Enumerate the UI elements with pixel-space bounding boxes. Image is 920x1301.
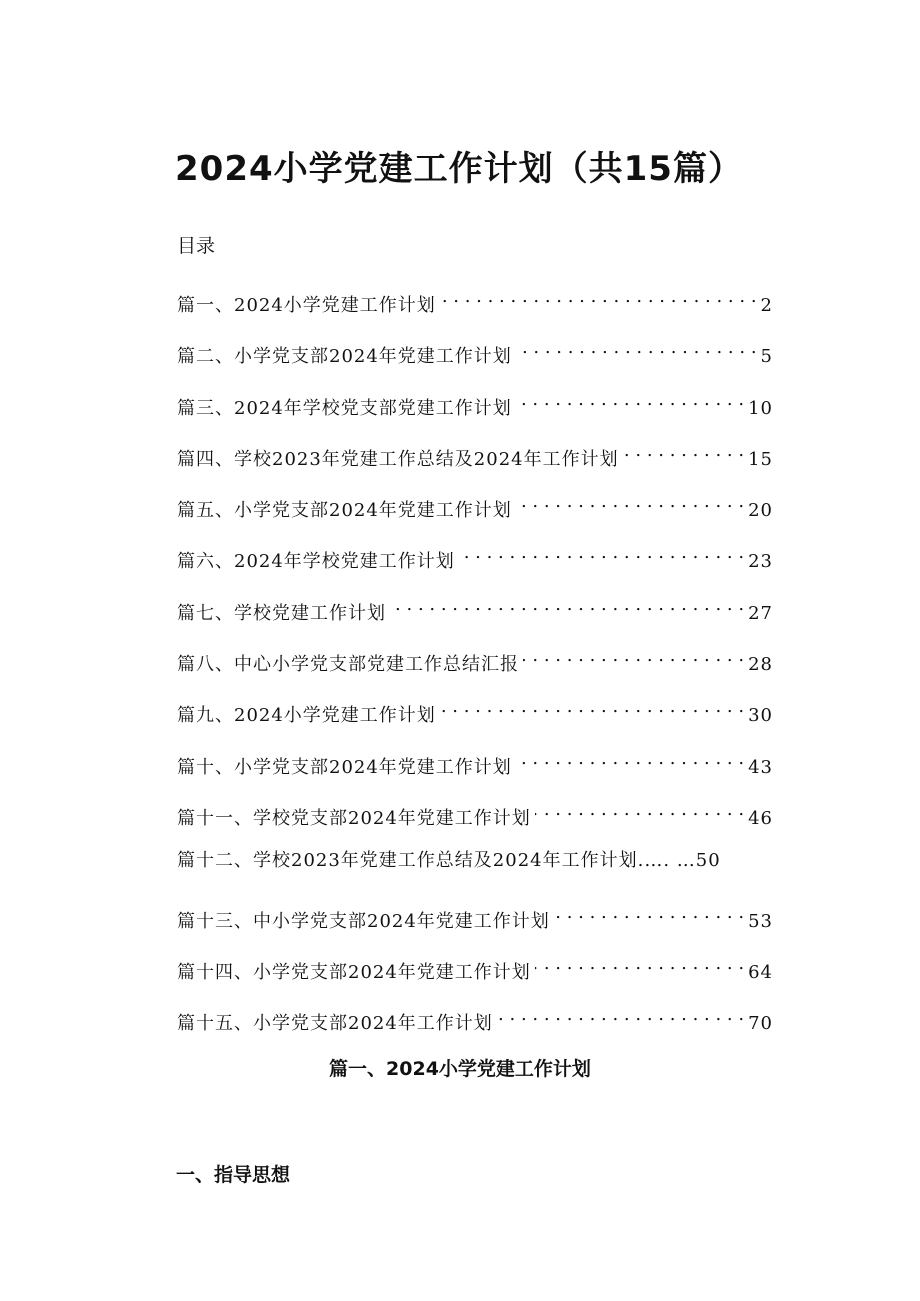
toc-entry-15[interactable] (177, 1001, 773, 1052)
toc-entry-label: 篇五、小学党支部2024年党建工作计划 (177, 500, 512, 522)
toc-entry-label: 篇九、2024小学党建工作计划 (177, 705, 436, 727)
toc-page-number: 23 (748, 551, 773, 573)
toc-entry-8[interactable] (177, 642, 773, 693)
toc-entry-label: 篇十一、学校党支部2024年党建工作计划 (177, 807, 531, 829)
toc-dot-leader (523, 642, 744, 670)
toc-entry-5[interactable] (177, 488, 773, 539)
toc-page-number: 53 (748, 910, 773, 932)
table-of-contents (177, 283, 773, 1052)
toc-dot-leader (440, 693, 744, 721)
document-title: 2024小学党建工作计划（共15篇） (175, 149, 743, 189)
toc-entry-6[interactable] (177, 539, 773, 590)
toc-entry-14[interactable] (177, 950, 773, 1001)
toc-entry-4[interactable] (177, 437, 773, 488)
toc-entry-2[interactable] (177, 334, 773, 385)
section-title: 篇一、2024小学党建工作计划 (329, 1058, 591, 1080)
toc-entry-7[interactable] (177, 591, 773, 642)
toc-entry-3[interactable] (177, 386, 773, 437)
toc-entry-10[interactable] (177, 745, 773, 796)
toc-entry-label: 篇三、2024年学校党支部党建工作计划 (177, 397, 512, 419)
toc-entry-label: 篇一、2024小学党建工作计划 (177, 295, 436, 316)
toc-dot-leader (516, 386, 744, 414)
toc-entry-label: 篇十、小学党支部2024年党建工作计划 (177, 756, 512, 778)
toc-dot-leader (535, 796, 744, 824)
toc-dot-leader (623, 437, 744, 465)
toc-entry-label: 篇七、学校党建工作计划 (177, 602, 386, 624)
toc-entry-label: 篇十二、学校2023年党建工作总结及2024年工作计划.…. …50 (177, 850, 721, 872)
toc-entry-13[interactable] (177, 899, 773, 950)
toc-page-number: 43 (748, 756, 773, 778)
toc-entry-9[interactable] (177, 693, 773, 744)
toc-dot-leader (497, 1001, 744, 1029)
toc-page-number: 46 (748, 807, 773, 829)
toc-page-number: 27 (748, 602, 773, 624)
toc-page-number: 70 (748, 1013, 773, 1035)
toc-page-number: 20 (748, 500, 773, 522)
toc-heading: 目录 (177, 235, 216, 257)
toc-entry-11[interactable] (177, 796, 773, 847)
toc-dot-leader (516, 488, 744, 516)
toc-entry-1[interactable] (177, 283, 773, 334)
toc-dot-leader (554, 899, 744, 927)
toc-page-number: 10 (748, 397, 773, 419)
toc-entry-label: 篇十五、小学党支部2024年工作计划 (177, 1013, 493, 1035)
toc-dot-leader (440, 283, 757, 311)
toc-dot-leader (516, 334, 757, 362)
toc-entry-label: 篇十四、小学党支部2024年党建工作计划 (177, 961, 531, 983)
toc-page-number: 30 (748, 705, 773, 727)
toc-page-number: 5 (760, 346, 773, 368)
toc-entry-label: 篇二、小学党支部2024年党建工作计划 (177, 346, 512, 368)
sub-heading: 一、指导思想 (176, 1164, 291, 1186)
toc-dot-leader (535, 950, 744, 978)
toc-dot-leader (459, 539, 744, 567)
toc-page-number: 15 (748, 448, 773, 470)
toc-page-number: 64 (748, 961, 773, 983)
toc-entry-label: 篇六、2024年学校党建工作计划 (177, 551, 455, 573)
toc-dot-leader (390, 591, 744, 619)
toc-dot-leader (516, 745, 744, 773)
toc-entry-label: 篇八、中心小学党支部党建工作总结汇报 (177, 654, 519, 676)
toc-entry-label: 篇十三、中小学党支部2024年党建工作计划 (177, 910, 550, 932)
toc-entry-12[interactable] (177, 847, 773, 898)
toc-entry-label: 篇四、学校2023年党建工作总结及2024年工作计划 (177, 448, 619, 470)
toc-page-number: 28 (748, 654, 773, 676)
toc-page-number: 2 (760, 295, 773, 316)
